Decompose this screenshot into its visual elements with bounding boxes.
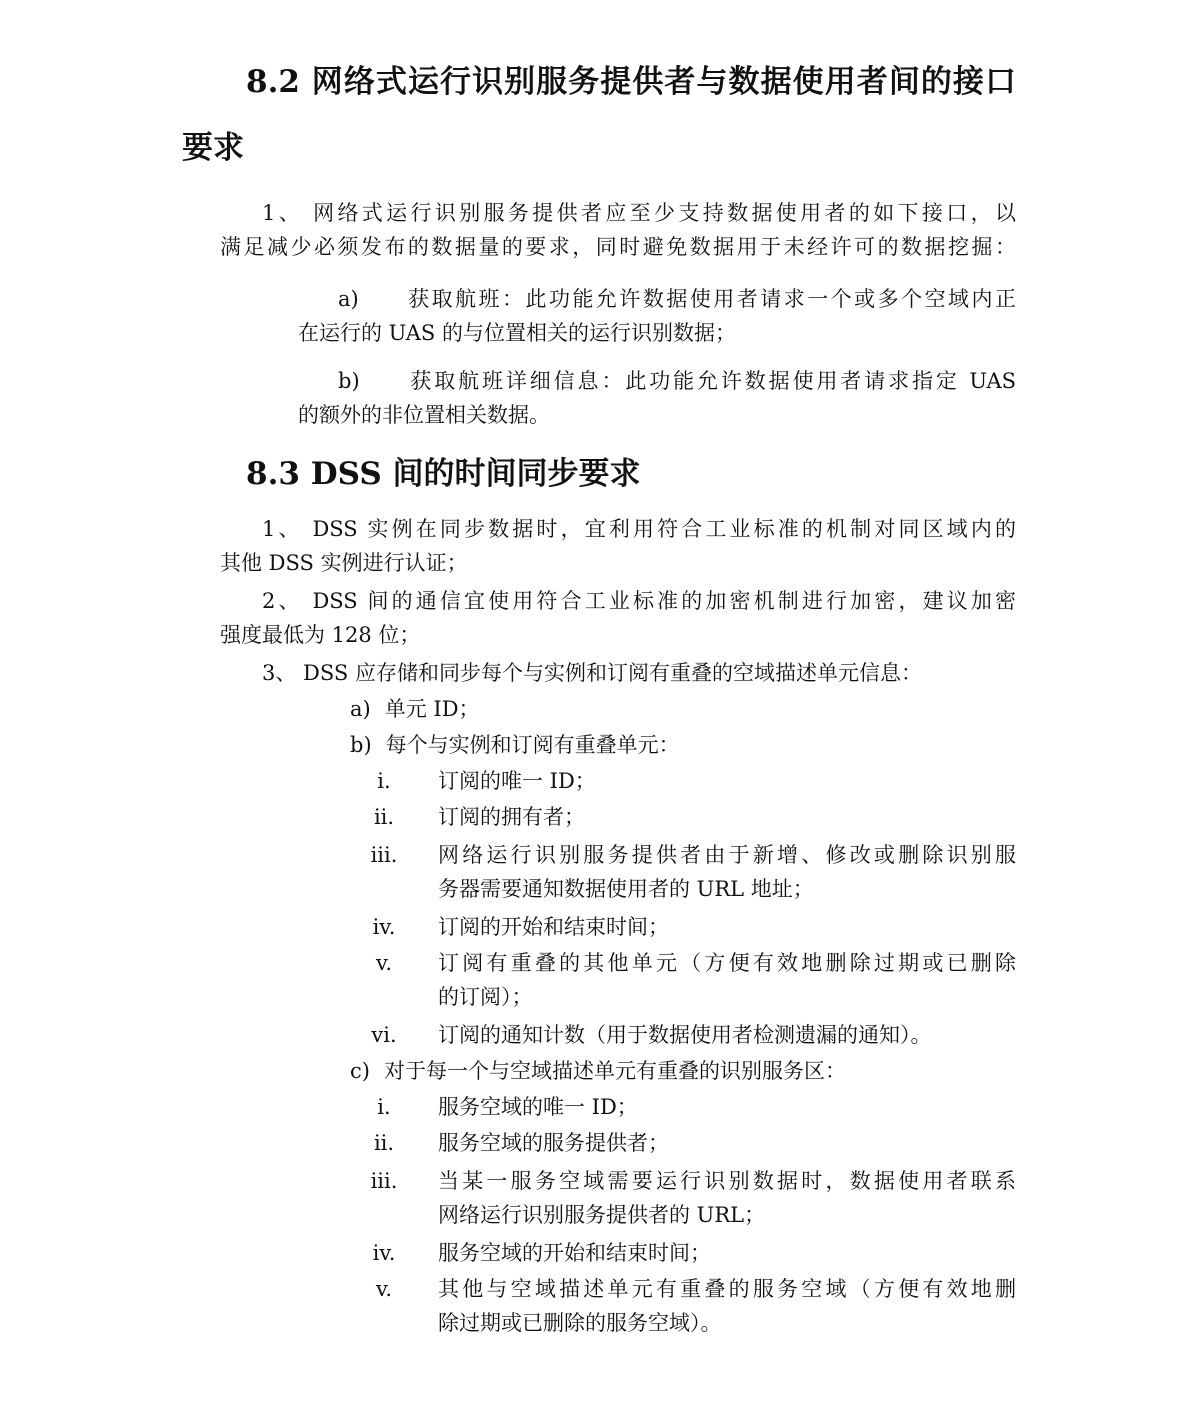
c-roman-iii-text-1: 当某一服务空域需要运行识别数据时，数据使用者联系 bbox=[438, 1169, 1016, 1193]
c-roman-ii-label: ii. bbox=[373, 1131, 395, 1155]
sub-item-b bbox=[350, 728, 680, 762]
item-b-line-2: 的额外的非位置相关数据。 bbox=[298, 403, 550, 427]
c-roman-i-text: 服务空域的唯一 ID； bbox=[438, 1095, 638, 1119]
c-roman-iii-cont: 网络运行识别服务提供者的 URL； bbox=[438, 1203, 766, 1227]
sub-item-c-text: 对于每一个与空域描述单元有重叠的识别服务区： bbox=[383, 1059, 846, 1083]
b-roman-iii-label: iii. bbox=[370, 843, 398, 867]
paragraph-1-line-1: 1、 网络式运行识别服务提供者应至少支持数据使用者的如下接口，以 bbox=[262, 201, 1016, 225]
point-2-line-1: 2、 DSS 间的通信宜使用符合工业标准的加密机制进行加密，建议加密 bbox=[262, 589, 1016, 613]
sub-item-c-label: c) bbox=[350, 1059, 370, 1083]
b-roman-iii-text-1: 网络运行识别服务提供者由于新增、修改或删除识别服 bbox=[438, 843, 1016, 867]
b-roman-ii-label: ii. bbox=[373, 805, 395, 829]
c-roman-v-cont: 除过期或已删除的服务空域）。 bbox=[438, 1311, 722, 1335]
section-heading-8-2-cont: 要求 bbox=[182, 130, 244, 166]
item-a-line-2: 在运行的 UAS 的与位置相关的运行识别数据； bbox=[298, 321, 736, 345]
sub-item-a-label: a) bbox=[350, 697, 371, 721]
b-roman-iii-cont: 务器需要通知数据使用者的 URL 地址； bbox=[438, 877, 814, 901]
c-roman-i-label: i. bbox=[377, 1095, 391, 1119]
paragraph-1-line-2: 满足减少必须发布的数据量的要求，同时避免数据用于未经许可的数据挖掘： bbox=[220, 235, 1016, 259]
sub-item-c bbox=[350, 1054, 846, 1088]
c-roman-iv-label: iv. bbox=[372, 1241, 396, 1265]
c-roman-iii-label: iii. bbox=[370, 1169, 398, 1193]
c-roman-ii-text: 服务空域的服务提供者； bbox=[438, 1131, 669, 1155]
c-roman-iv-text: 服务空域的开始和结束时间； bbox=[438, 1241, 711, 1265]
sub-item-a bbox=[350, 692, 480, 726]
sub-item-b-label: b) bbox=[350, 733, 372, 757]
b-roman-ii-text: 订阅的拥有者； bbox=[438, 805, 585, 829]
section-heading-8-3: 8.3 DSS 间的时间同步要求 bbox=[246, 456, 641, 492]
b-roman-iv-text: 订阅的开始和结束时间； bbox=[438, 915, 669, 939]
b-roman-vi-label: vi. bbox=[371, 1023, 397, 1047]
b-roman-iv-label: iv. bbox=[372, 915, 396, 939]
b-roman-v-cont: 的订阅）； bbox=[438, 985, 533, 1009]
point-3-line-1: 3、 DSS 应存储和同步每个与实例和订阅有重叠的空域描述单元信息： bbox=[262, 661, 922, 685]
point-1-line-2: 其他 DSS 实例进行认证； bbox=[220, 551, 468, 575]
b-roman-vi-text: 订阅的通知计数（用于数据使用者检测遗漏的通知）。 bbox=[438, 1023, 932, 1047]
b-roman-i-text: 订阅的唯一 ID； bbox=[438, 769, 596, 793]
item-a-line-1: a) 获取航班：此功能允许数据使用者请求一个或多个空域内正 bbox=[338, 287, 1016, 311]
sub-item-a-text: 单元 ID； bbox=[384, 697, 480, 721]
b-roman-i-label: i. bbox=[377, 769, 391, 793]
sub-item-b-text: 每个与实例和订阅有重叠单元： bbox=[385, 733, 680, 757]
c-roman-v-text-1: 其他与空域描述单元有重叠的服务空域（方便有效地删 bbox=[438, 1277, 1016, 1301]
c-roman-v-label: v. bbox=[375, 1277, 393, 1301]
point-2-line-2: 强度最低为 128 位； bbox=[220, 623, 421, 647]
item-b-line-1: b) 获取航班详细信息：此功能允许数据使用者请求指定 UAS bbox=[338, 369, 1016, 393]
point-1-line-1: 1、 DSS 实例在同步数据时，宜利用符合工业标准的机制对同区域内的 bbox=[262, 517, 1016, 541]
b-roman-v-label: v. bbox=[375, 951, 393, 975]
section-heading-8-2: 8.2 网络式运行识别服务提供者与数据使用者间的接口 bbox=[246, 64, 1016, 100]
b-roman-v-text-1: 订阅有重叠的其他单元（方便有效地删除过期或已删除 bbox=[438, 951, 1016, 975]
